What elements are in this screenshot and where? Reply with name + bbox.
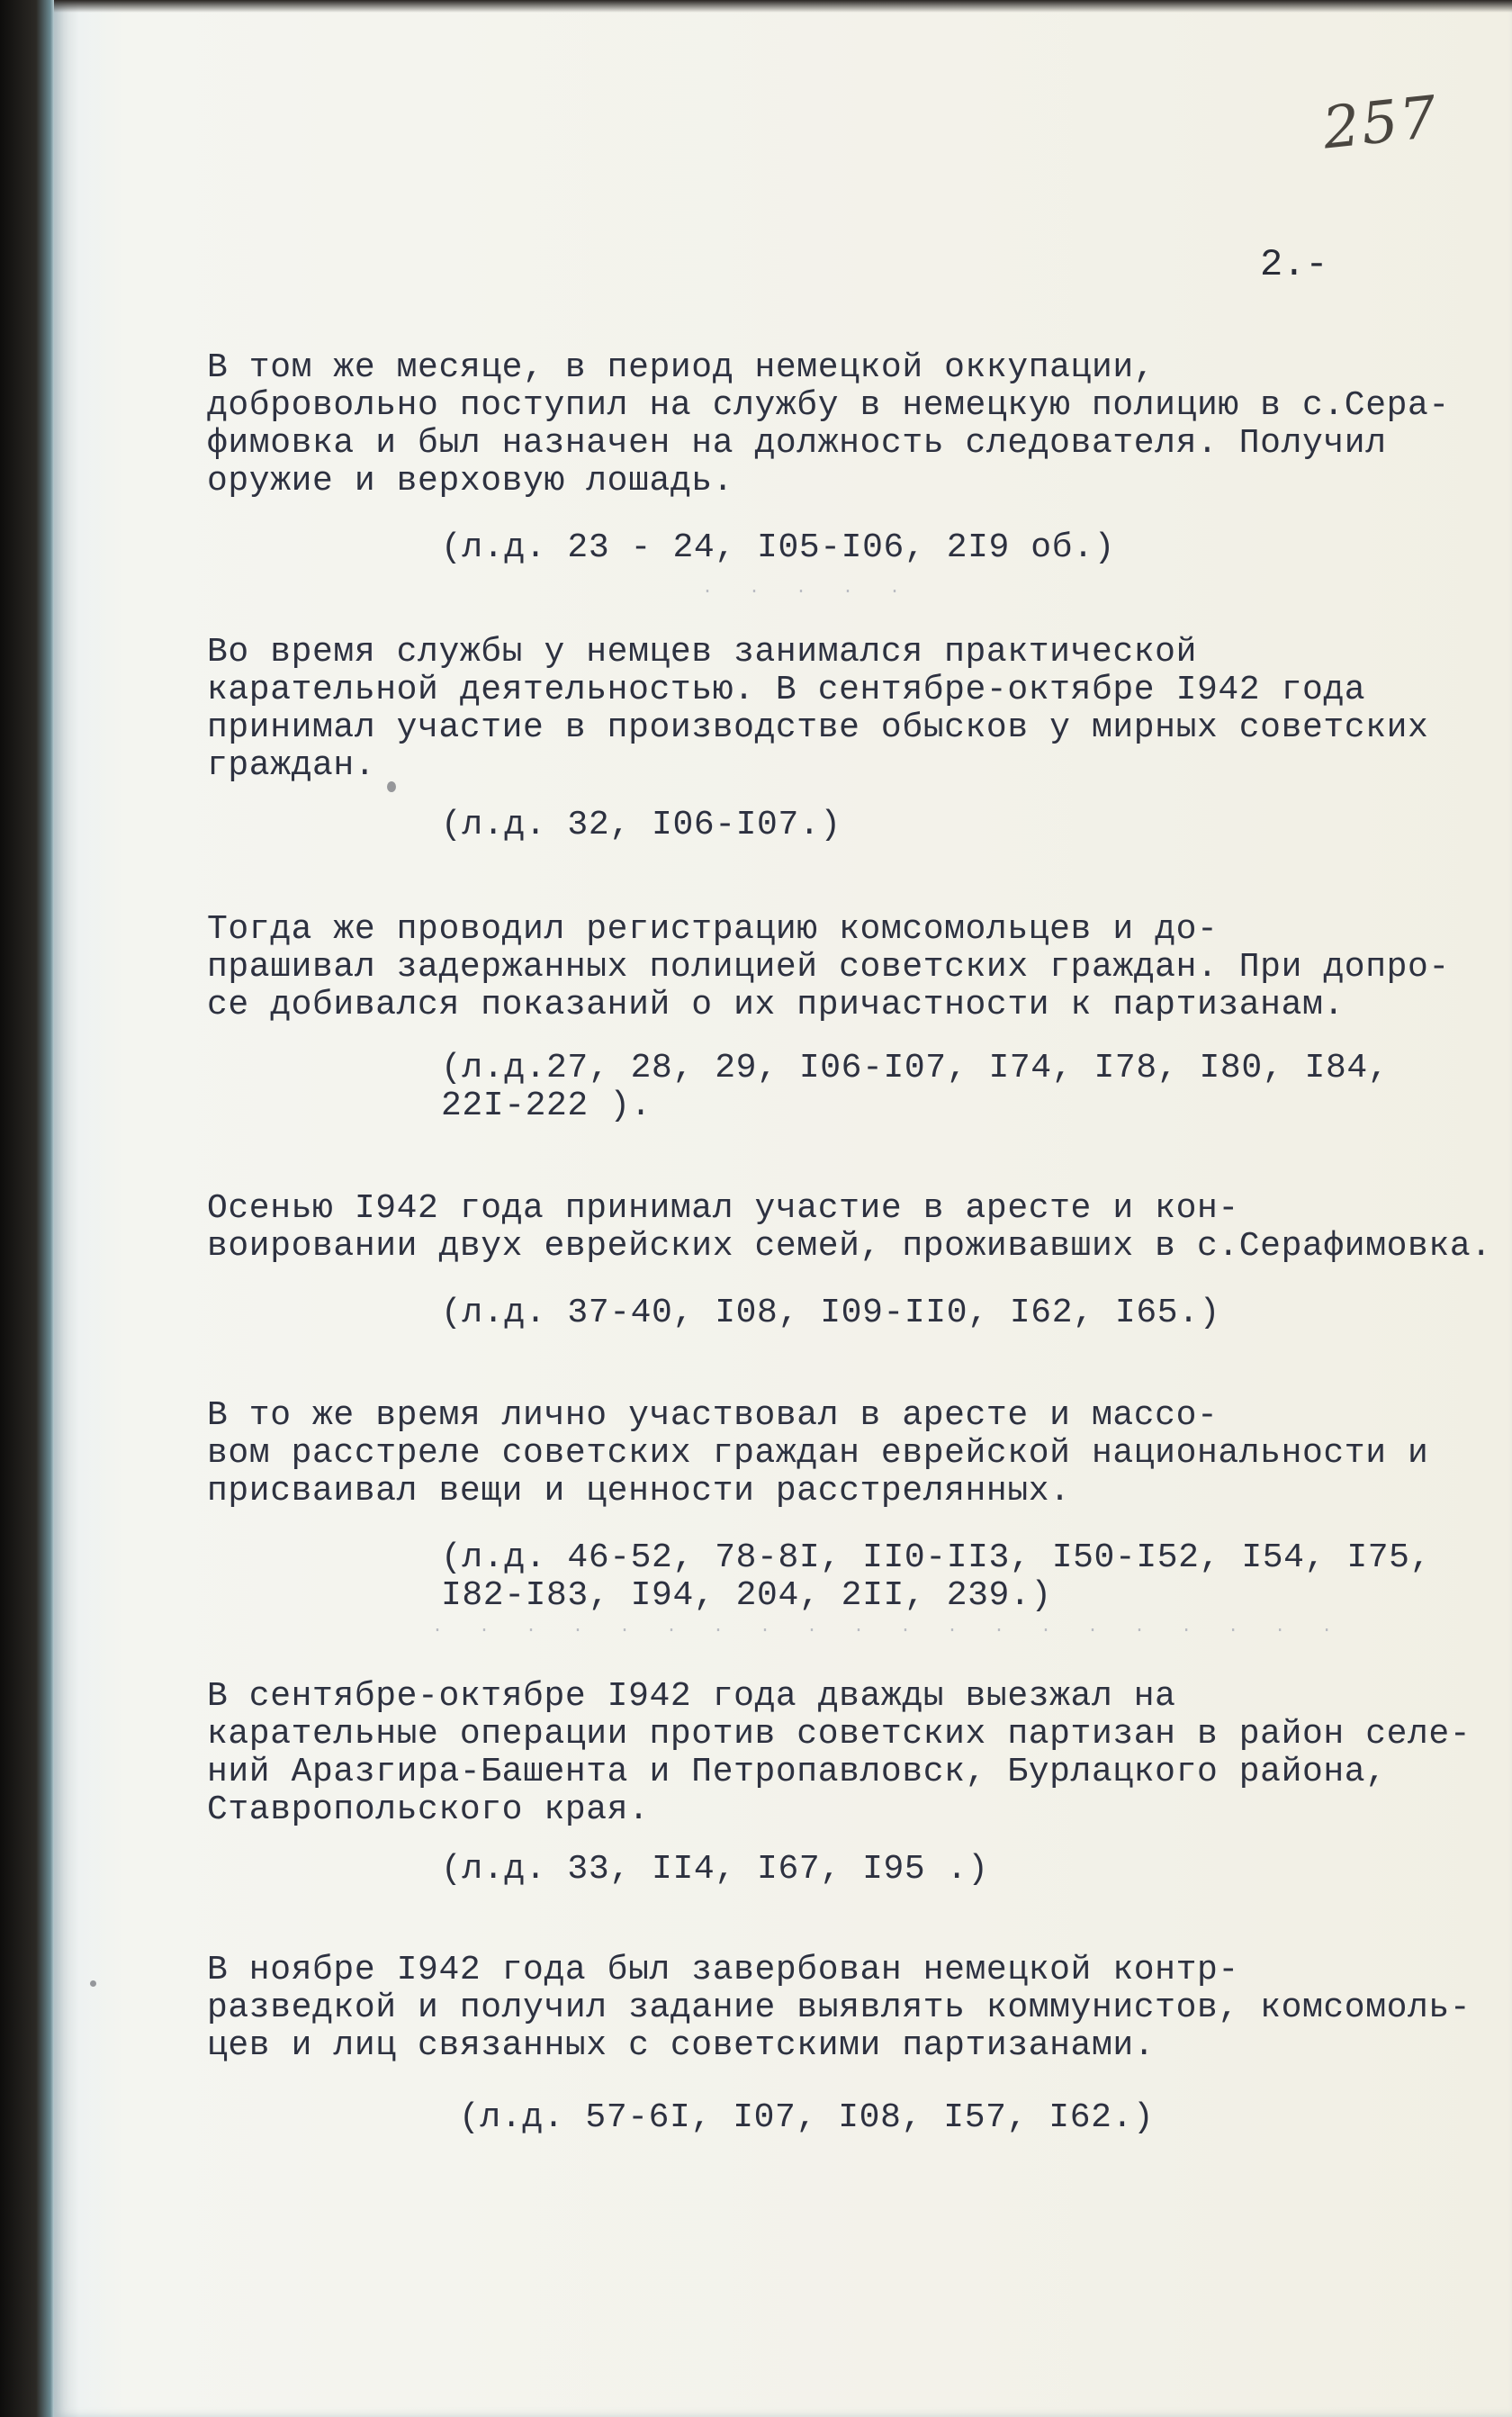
paragraph-text: В сентябре-октябре I942 года дважды выезжал на карательные операции против советских партизан в район селе- ний Аразгира-Башента и Петропавловск, Бурлацкого района, Ставропольского края. <box>207 1677 1472 1829</box>
case-reference: (л.д. 57-6I, I07, I08, I57, I62.) <box>459 2098 1155 2137</box>
ink-dot <box>90 1980 96 1987</box>
paragraph-text: Осенью I942 года принимал участие в аресте и кон- воировании двух еврейских семей, проживавших в с.Серафимовка. <box>207 1189 1492 1266</box>
ink-smudge <box>387 781 396 792</box>
faint-dots: . . . . . . . . . . . . . . . . . . . . <box>432 1617 1346 1637</box>
faint-dots: . . . . . <box>702 578 914 599</box>
case-reference: (л.д. 23 - 24, I05-I06, 2I9 об.) <box>441 528 1115 567</box>
paragraph-text: Тогда же проводил регистрацию комсомольцев и до- прашивал задержанных полицией советских граждан. При допро- се добивался показаний о их причастности к партизанам. <box>207 910 1450 1024</box>
handwritten-archive-number: 257 <box>1319 84 1442 163</box>
page-top-edge <box>54 0 1512 13</box>
case-reference: (л.д. 46-52, 78-8I, II0-II3, I50-I52, I54, I75, I82-I83, I94, 204, 2II, 239.) <box>441 1538 1431 1615</box>
paragraph-text: Во время службы у немцев занимался практической карательной деятельностью. В сентябре-октябре I942 года принимал участие в производстве обысков у мирных советских граждан. <box>207 633 1429 785</box>
case-reference: (л.д. 32, I06-I07.) <box>441 806 842 844</box>
page-number: 2.- <box>1260 243 1328 286</box>
case-reference: (л.д. 37-40, I08, I09-II0, I62, I65.) <box>441 1294 1220 1332</box>
case-reference: (л.д.27, 28, 29, I06-I07, I74, I78, I80, I84, 22I-222 ). <box>441 1049 1390 1125</box>
paragraph-text: В том же месяце, в период немецкой оккупации, добровольно поступил на службу в немецкую полицию в с.Сера- фимовка и был назначен на должность следователя. Получил оружие и верховую лошадь. <box>207 348 1450 501</box>
paragraph-text: В ноябре I942 года был завербован немецкой контр- разведкой и получил задание выявлять коммунистов, комсомоль- цев и лиц связанных с советскими партизанами. <box>207 1951 1472 2065</box>
binding-edge <box>0 0 54 2417</box>
paragraph-text: В то же время лично участвовал в аресте и массо- вом расстреле советских граждан еврейской национальности и присваивал вещи и ценности расстрелянных. <box>207 1396 1429 1511</box>
case-reference: (л.д. 33, II4, I67, I95 .) <box>441 1850 989 1889</box>
